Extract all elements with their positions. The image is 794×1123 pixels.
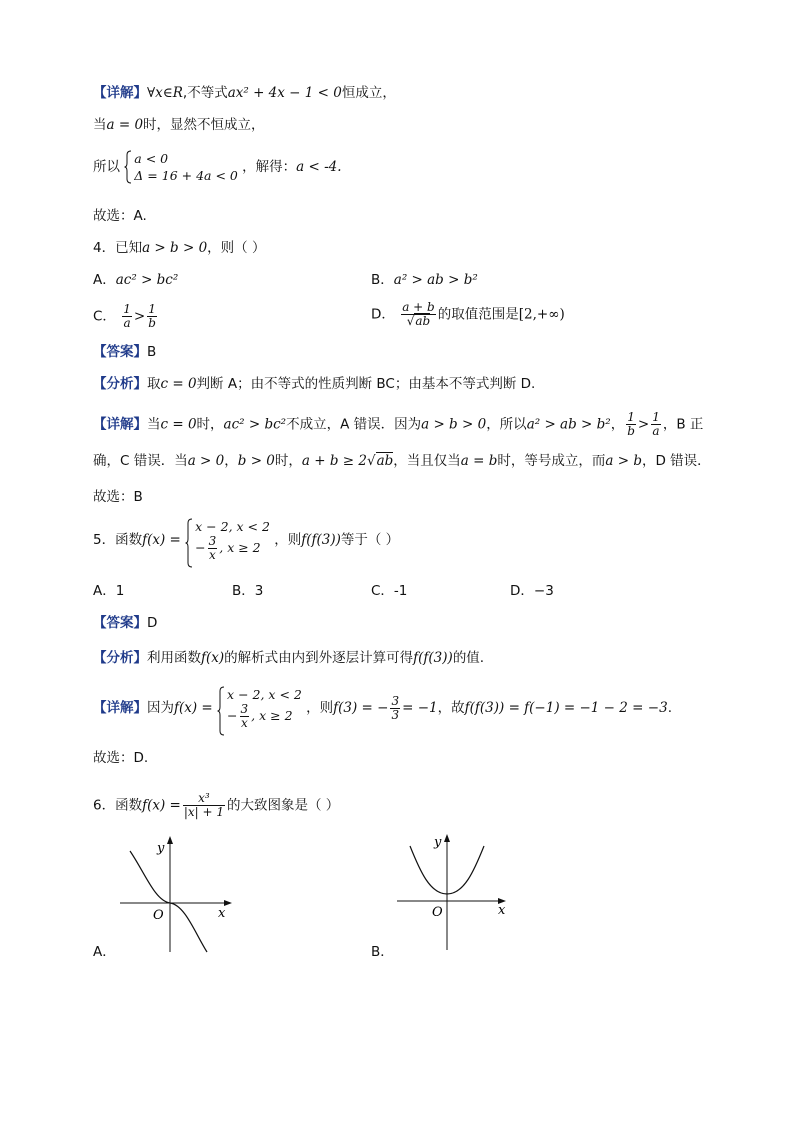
option-label: D． [371, 306, 395, 323]
text: ，则 [306, 700, 334, 716]
math: a = 0 [106, 117, 144, 133]
denominator: 3 [391, 707, 400, 722]
math: > [637, 416, 650, 433]
text: 恒成立， [341, 85, 396, 101]
math: , x ≥ 2 [251, 708, 293, 723]
fraction [147, 303, 157, 330]
radicand: ab [376, 453, 394, 469]
math: a > b [605, 453, 642, 469]
option-label: C． [93, 308, 116, 325]
numerator: 1 [148, 302, 156, 316]
x-label: x [218, 906, 226, 921]
math: = −1 [402, 700, 438, 716]
q4-answer [93, 343, 156, 361]
text: ，则（ ） [207, 240, 266, 256]
fraction [390, 695, 400, 722]
text: 当 [93, 117, 107, 133]
math: b > 0 [237, 453, 275, 469]
text: ， [224, 453, 238, 469]
text: ，B 正 [662, 416, 704, 433]
q4-option-c [93, 303, 159, 330]
analysis-tag: 【分析】 [93, 650, 147, 666]
q3-line2 [93, 116, 265, 134]
q5-option-d: D．−3 [510, 583, 554, 599]
answer-value: B [147, 344, 157, 360]
math: − [195, 540, 206, 555]
text: ,不等式 [182, 85, 228, 101]
text: 的值. [452, 650, 485, 666]
denominator: x [209, 548, 216, 562]
text: ，当且仅当 [393, 453, 461, 469]
denominator: x [240, 716, 248, 730]
inequality-system [124, 150, 238, 184]
numerator: 3 [240, 702, 249, 716]
fraction [208, 535, 218, 562]
text: . [667, 700, 672, 716]
y-axis-arrow-icon [444, 834, 450, 842]
numerator: 3 [208, 534, 217, 548]
denominator: b [627, 424, 635, 438]
text: 6．函数 [93, 797, 143, 814]
graph-b[interactable] [392, 826, 517, 954]
text: 的大致图象是（ ） [227, 797, 340, 814]
math-inequality: ax² + 4x − 1 < 0 [227, 85, 342, 101]
denominator: a [652, 424, 660, 438]
q4-detail-line2 [93, 452, 711, 470]
text: ，解得： [242, 159, 297, 175]
math: ac² > bc² [115, 272, 179, 288]
numerator: x³ [183, 792, 225, 806]
brace-icon [124, 150, 132, 184]
math: − [227, 708, 238, 723]
math: ac² > bc² [223, 416, 287, 433]
x-label: x [498, 903, 506, 918]
denominator: √ab [406, 314, 431, 328]
text: ， [610, 416, 625, 433]
math: f(f(3)) [413, 650, 453, 666]
q6-stem [93, 792, 339, 819]
numerator: 3 [391, 693, 400, 708]
numerator: 1 [627, 410, 635, 424]
q5-option-a: A．1 [93, 583, 125, 599]
math: f(x) = [142, 797, 181, 814]
radicand: ab [415, 314, 431, 328]
text: ，D 错误． [641, 453, 711, 469]
math: a = b [460, 453, 498, 469]
q5-analysis [93, 649, 484, 667]
math-forall: ∀x∈R [147, 85, 183, 101]
q4-stem [93, 239, 265, 257]
text: 的解析式由内到外逐层计算可得 [224, 650, 414, 666]
q5-option-b: B．3 [232, 583, 264, 599]
fraction [626, 411, 636, 438]
fraction [240, 703, 250, 730]
math: f(x) [201, 650, 225, 666]
text: 时， [274, 453, 302, 469]
denominator: |x| + 1 [183, 805, 225, 819]
detail-tag: 【详解】 [93, 416, 147, 433]
q5-option-c: C．-1 [371, 583, 408, 599]
y-label: y [157, 841, 165, 856]
sys-row [227, 703, 302, 730]
origin-label: O [153, 908, 164, 923]
numerator: 1 [123, 302, 131, 316]
math: f(f(3)) [301, 532, 341, 548]
numerator: a + b [402, 300, 435, 314]
text: ，则 [274, 532, 302, 548]
math: c = 0 [160, 416, 197, 433]
brace-icon [185, 518, 193, 568]
text: 时， [196, 416, 224, 433]
detail-tag: 【详解】 [93, 85, 147, 101]
q4-analysis [93, 375, 535, 393]
math: , x ≥ 2 [219, 540, 261, 555]
q6-option-a-label[interactable]: A． [93, 944, 116, 960]
math: f(x) = [142, 532, 181, 548]
math: c = 0 [160, 376, 197, 392]
answer-tag: 【答案】 [93, 615, 147, 631]
y-axis-arrow-icon [167, 836, 173, 844]
text: 5．函数 [93, 532, 143, 548]
origin-label: O [432, 905, 443, 920]
option-label: A． [93, 272, 116, 288]
analysis-tag: 【分析】 [93, 376, 147, 392]
text: 当 [147, 416, 161, 433]
numerator: 1 [652, 410, 660, 424]
sqrt: √ab [366, 453, 394, 469]
curve-a [130, 851, 207, 952]
answer-value: D [147, 615, 158, 631]
fraction [401, 301, 436, 328]
q3-line3 [93, 150, 342, 184]
graph-a[interactable] [110, 828, 240, 956]
y-label: y [434, 835, 442, 850]
q5-answer [93, 614, 157, 632]
text: 利用函数 [147, 650, 201, 666]
math: a² > ab > b² [393, 272, 478, 288]
math: f(x) = [174, 700, 213, 716]
option-label: B． [371, 272, 394, 288]
brace-icon [217, 686, 225, 736]
text: ，故 [437, 700, 465, 716]
sys-row [195, 535, 270, 562]
text: 判断 A；由不等式的性质判断 BC；由基本不等式判断 D. [196, 376, 536, 392]
q4-detail-line1 [93, 411, 703, 438]
text: 等于（ ） [340, 532, 400, 548]
sys-row: x − 2, x < 2 [227, 687, 302, 702]
fraction [122, 303, 132, 330]
q5-detail [93, 686, 672, 730]
fraction [651, 411, 661, 438]
text: 的取值范围是 [437, 306, 519, 323]
fraction [183, 792, 225, 819]
math: a + b ≥ 2 [301, 453, 367, 469]
q3-detail-line [93, 84, 396, 102]
q4-option-a [93, 271, 178, 289]
math: a < -4. [296, 159, 342, 175]
q5-choose: 故选：D. [93, 750, 149, 766]
text: 4．已知 [93, 240, 143, 256]
sys-row: x − 2, x < 2 [195, 519, 270, 534]
answer-tag: 【答案】 [93, 344, 147, 360]
text: 取 [147, 376, 161, 392]
text: 时，显然不恒成立， [143, 117, 265, 133]
math: [2,+∞) [518, 306, 565, 323]
text: ，所以 [486, 416, 527, 433]
text: 时，等号成立，而 [497, 453, 606, 469]
text: 因为 [147, 700, 174, 716]
math: f(3) = − [333, 700, 389, 716]
q5-stem [93, 518, 399, 562]
math: > [133, 308, 146, 325]
sys-row: a < 0 [134, 151, 169, 166]
sys-row: Δ = 16 + 4a < 0 [134, 168, 238, 183]
text: 所以 [93, 159, 120, 175]
denominator: b [148, 316, 156, 330]
detail-tag: 【详解】 [93, 700, 147, 716]
text: 确，C 错误．当 [93, 453, 188, 469]
piecewise-system [217, 686, 302, 730]
text: 不成立，A 错误．因为 [286, 416, 422, 433]
q6-option-b-label[interactable]: B． [371, 944, 394, 960]
q3-choose: 故选：A. [93, 208, 147, 224]
math: a > b > 0 [142, 240, 208, 256]
math: a² > ab > b² [526, 416, 611, 433]
math: a > 0 [187, 453, 225, 469]
denominator: a [123, 316, 131, 330]
q4-option-b [371, 271, 478, 289]
math: a > b > 0 [421, 416, 487, 433]
q4-option-d [371, 301, 565, 328]
q4-choose: 故选：B [93, 489, 143, 505]
math: f(f(3)) = f(−1) = −1 − 2 = −3 [464, 700, 668, 716]
piecewise-system [185, 518, 270, 562]
